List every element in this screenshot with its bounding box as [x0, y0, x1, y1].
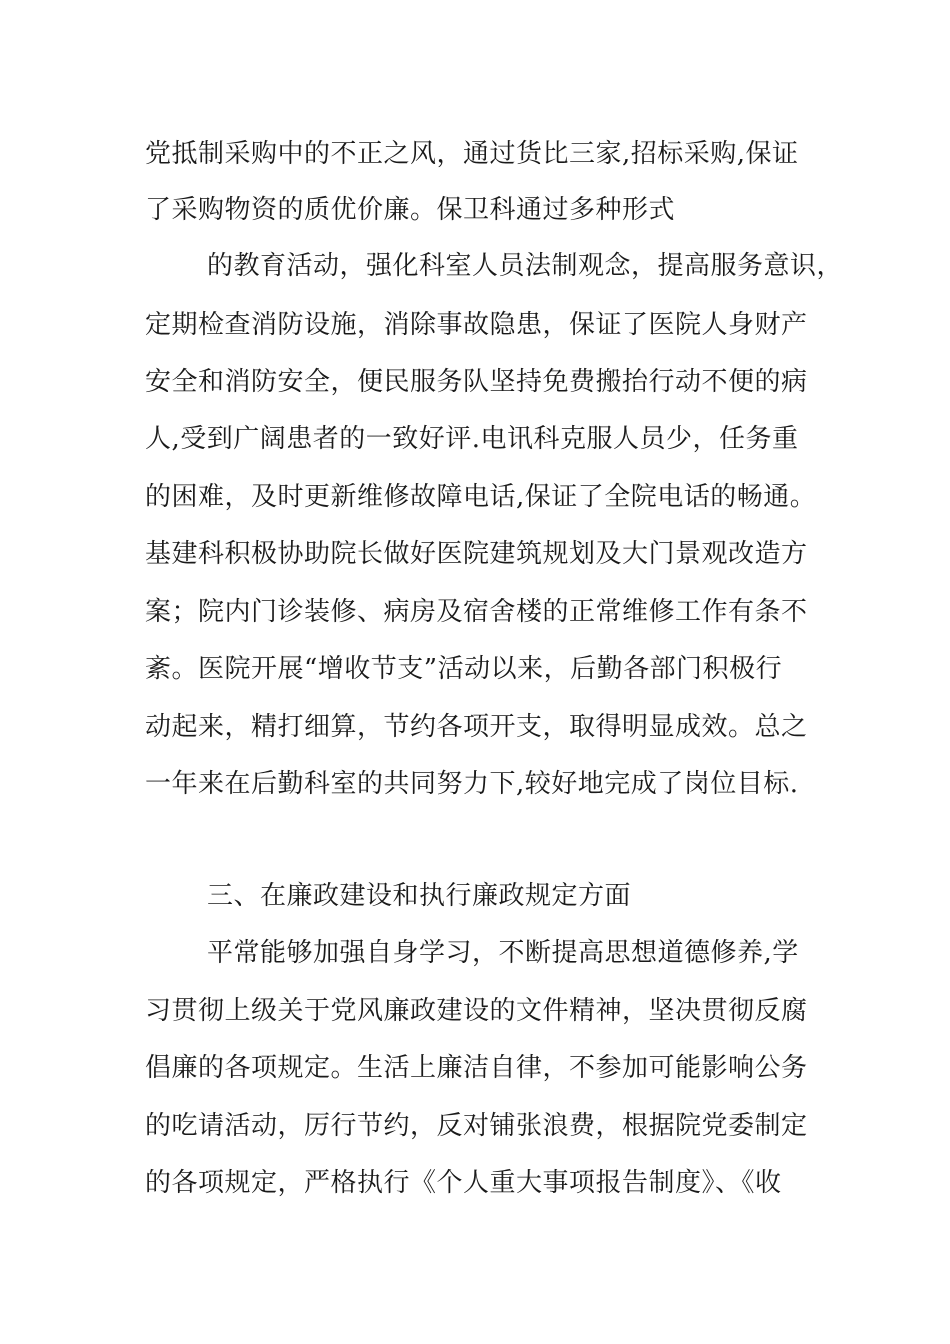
text-line: 党抵制采购中的不正之风，通过货比三家,招标采购,保证 [145, 139, 799, 169]
text-line: 倡廉的各项规定。生活上廉洁自律，不参加可能影响公务 [145, 1053, 808, 1083]
paragraph-start-line: 的教育活动，强化科室人员法制观念，提高服务意识， [207, 251, 844, 281]
text-line: 基建科积极协助院长做好医院建筑规划及大门景观改造方 [145, 539, 808, 569]
text-line: 的吃请活动，厉行节约，反对铺张浪费，根据院党委制定 [145, 1111, 808, 1141]
text-line: 动起来，精打细算，节约各项开支，取得明显成效。总之 [145, 712, 808, 742]
text-line: 安全和消防安全，便民服务队坚持免费搬抬行动不便的病 [145, 367, 808, 397]
paragraph-start-line: 平常能够加强自身学习，不断提高思想道德修养,学 [207, 938, 799, 968]
text-line: 案；院内门诊装修、病房及宿舍楼的正常维修工作有条不 [145, 597, 808, 627]
text-line: 习贯彻上级关于党风廉政建设的文件精神，坚决贯彻反腐 [145, 996, 808, 1026]
text-line: 紊。医院开展“增收节支”活动以来，后勤各部门积极行 [145, 654, 783, 684]
section-heading: 三、在廉政建设和执行廉政规定方面 [207, 881, 632, 911]
text-line: 的困难，及时更新维修故障电话,保证了全院电话的畅通。 [145, 482, 817, 512]
text-line: 了采购物资的质优价廉。保卫科通过多种形式 [145, 195, 676, 225]
text-line: 一年来在后勤科室的共同努力下,较好地完成了岗位目标. [145, 769, 799, 799]
text-line: 人,受到广阔患者的一致好评.电讯科克服人员少，任务重 [145, 424, 799, 454]
text-line: 的各项规定，严格执行《个人重大事项报告制度》、《收 [145, 1168, 782, 1198]
text-line: 定期检查消防设施，消除事故隐患，保证了医院人身财产 [145, 310, 808, 340]
